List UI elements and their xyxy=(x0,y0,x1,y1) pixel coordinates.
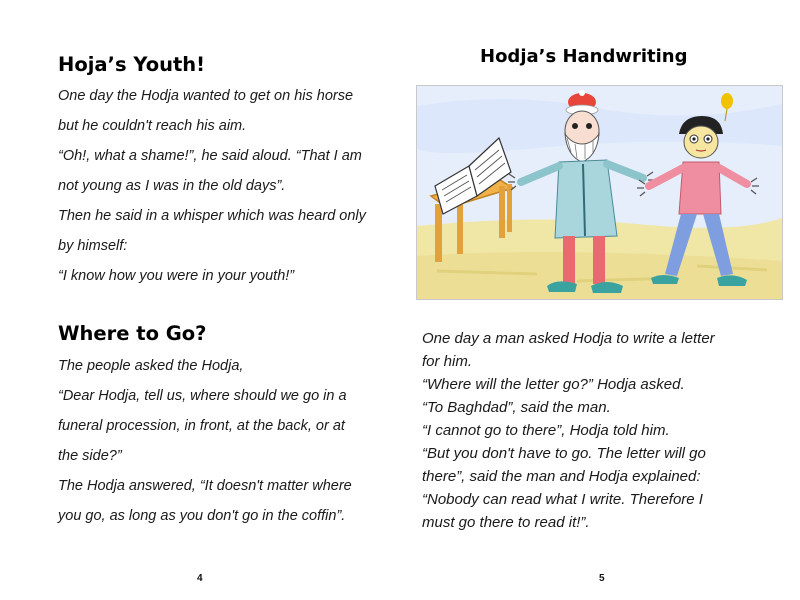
text-line: “Where will the letter go?” Hodja asked. xyxy=(422,376,685,393)
children-drawing-hodja-and-man-icon xyxy=(417,86,782,299)
page-number-left: 4 xyxy=(197,573,203,584)
text-line: funeral procession, in front, at the back, or at xyxy=(58,418,345,434)
text-line: the side?” xyxy=(58,448,122,464)
text-line: must go there to read it!”. xyxy=(422,514,590,531)
text-line: not young as I was in the old days”. xyxy=(58,178,286,194)
text-line: by himself: xyxy=(58,238,128,254)
text-line: but he couldn't reach his aim. xyxy=(58,118,247,134)
text-line: One day the Hodja wanted to get on his horse xyxy=(58,88,354,104)
text-line: “Dear Hodja, tell us, where should we go in a xyxy=(58,388,347,404)
text-line: One day a man asked Hodja to write a letter xyxy=(422,330,715,347)
text-line: “But you don't have to go. The letter will go xyxy=(422,445,706,462)
text-line: Then he said in a whisper which was heard only xyxy=(58,208,366,224)
story-title-hojas-youth: Hoja’s Youth! xyxy=(58,53,206,76)
right-page xyxy=(400,0,800,600)
text-line: “I know how you were in your youth!” xyxy=(58,268,295,284)
text-line: “I cannot go to there”, Hodja told him. xyxy=(422,422,670,439)
illustration xyxy=(416,85,783,300)
story-text-hojas-youth xyxy=(58,81,366,291)
story-title-where-to-go: Where to Go? xyxy=(58,322,207,345)
text-line: The people asked the Hodja, xyxy=(58,358,244,374)
story-text-hodjas-handwriting xyxy=(422,327,715,534)
story-title-hodjas-handwriting: Hodja’s Handwriting xyxy=(480,46,688,67)
text-line: there”, said the man and Hodja explained: xyxy=(422,468,701,485)
text-line: “To Baghdad”, said the man. xyxy=(422,399,611,416)
text-line: for him. xyxy=(422,353,473,370)
story-text-where-to-go xyxy=(58,351,352,531)
text-line: “Nobody can read what I write. Therefore I xyxy=(422,491,703,508)
text-line: The Hodja answered, “It doesn't matter where xyxy=(58,478,352,494)
text-line: you go, as long as you don't go in the coffin”. xyxy=(58,508,346,524)
page-number-right: 5 xyxy=(599,573,605,584)
text-line: “Oh!, what a shame!”, he said aloud. “That I am xyxy=(58,148,362,164)
